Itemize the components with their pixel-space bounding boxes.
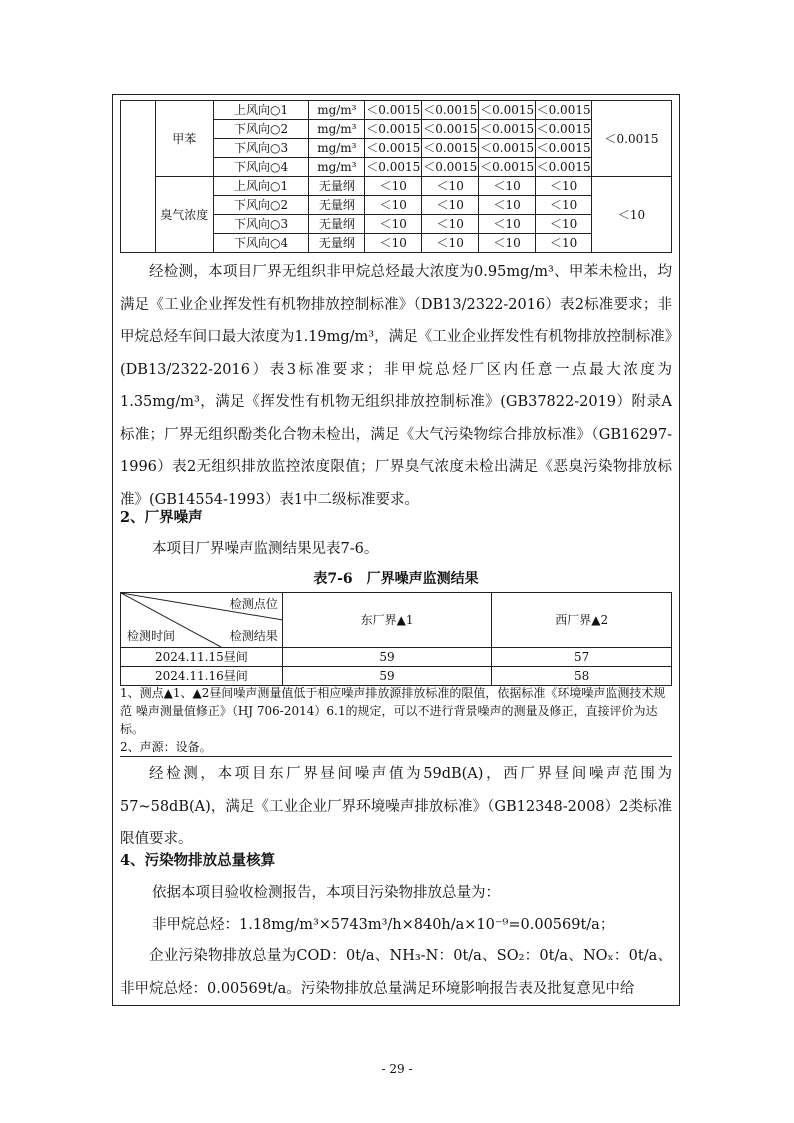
- header-time-label: 检测时间: [127, 629, 176, 643]
- value-cell: ＜10: [479, 196, 536, 215]
- col-header-west: 西厂界▲2: [492, 593, 672, 648]
- point-cell: 下风向○4: [213, 234, 309, 253]
- value-cell: ＜0.0015: [479, 158, 536, 177]
- unit-cell: mg/m³: [309, 101, 365, 120]
- value-cell: ＜0.0015: [422, 139, 479, 158]
- header-result-label: 检测结果: [229, 629, 278, 643]
- conclusion-paragraph: 经检测，本项目厂界无组织非甲烷总烃最大浓度为0.95mg/m³、甲苯未检出，均满足《工业企业挥发性有机物排放控制标准》（DB13/2322-2016）表2标准要求；非甲烷总烃车间口最大浓度为1.19mg/m³，满足《工业企业挥发性有机物排放控制标准》(DB13/2322-2016）表3标准要求；非甲烷总烃厂区内任意一点最大浓度为1.35mg/m³，满足《挥发性有机物无组织排放控制标准》(GB37822-2019）附录A标准；厂界无组织酚类化合物未检出，满足《大气污染物综合排放标准》（GB16297-1996）表2无组织排放监控浓度限值；厂界臭气浓度未检出满足《恶臭污染物排放标准》(GB14554-1993）表1中二级标准要求。: [120, 264, 672, 508]
- value-cell: ＜10: [422, 234, 479, 253]
- value-cell: ＜10: [365, 177, 422, 196]
- value-cell: ＜10: [365, 215, 422, 234]
- unit-cell: 无量纲: [309, 196, 365, 215]
- value-cell: ＜10: [536, 234, 592, 253]
- point-cell: 上风向○1: [213, 101, 309, 120]
- note-1: 1、测点▲1、▲2昼间噪声测量值低于相应噪声排放源排放标准的限值，依据标准《环境噪声监测技术规范 噪声测量值修正》（HJ 706-2014）6.1的规定，可以不进行背景噪声的测量及修正，直接评价为达标。: [120, 686, 666, 736]
- unit-cell: mg/m³: [309, 139, 365, 158]
- page-number: - 29 -: [381, 1062, 413, 1076]
- value-cell: ＜0.0015: [365, 158, 422, 177]
- blank-cell: [121, 101, 156, 253]
- point-cell: 下风向○4: [213, 158, 309, 177]
- section-heading: 4、污染物排放总量核算: [120, 852, 276, 869]
- unit-cell: 无量纲: [309, 177, 365, 196]
- point-cell: 上风向○1: [213, 177, 309, 196]
- summary-cell: ＜0.0015: [592, 101, 672, 177]
- date-cell: 2024.11.16昼间: [121, 667, 283, 686]
- table-header-row: [121, 593, 672, 648]
- col-header-east: 东厂界▲1: [282, 593, 492, 648]
- table-row: [121, 177, 672, 196]
- value-cell: ＜0.0015: [536, 139, 592, 158]
- unit-cell: mg/m³: [309, 120, 365, 139]
- item-cell: 甲苯: [155, 101, 213, 177]
- value-cell: ＜0.0015: [365, 139, 422, 158]
- unit-cell: 无量纲: [309, 234, 365, 253]
- value-cell: ＜10: [365, 196, 422, 215]
- value-cell: ＜0.0015: [422, 120, 479, 139]
- value-cell: ＜0.0015: [422, 158, 479, 177]
- table-row: [121, 101, 672, 120]
- note-2: 2、声源：设备。: [120, 740, 212, 754]
- table-caption: 表7-6 厂界噪声监测结果: [313, 571, 479, 587]
- diagonal-header-cell: [121, 593, 283, 648]
- table-row: [121, 648, 672, 667]
- summary-cell: ＜10: [592, 177, 672, 253]
- point-cell: 下风向○3: [213, 139, 309, 158]
- value-cell: ＜0.0015: [536, 120, 592, 139]
- header-point-label: 检测点位: [229, 597, 278, 611]
- table-notes: [120, 684, 672, 756]
- date-cell: 2024.11.15昼间: [121, 648, 283, 667]
- value-cell: ＜10: [365, 234, 422, 253]
- section-intro: 本项目厂界噪声监测结果见表7-6。: [152, 541, 379, 557]
- value-cell: ＜10: [536, 215, 592, 234]
- value-cell: ＜0.0015: [479, 120, 536, 139]
- unit-cell: mg/m³: [309, 158, 365, 177]
- noise-table: [120, 592, 672, 686]
- item-cell: 臭气浓度: [155, 177, 213, 253]
- value-cell: 59: [282, 667, 492, 686]
- value-cell: 59: [282, 648, 492, 667]
- value-cell: ＜10: [479, 215, 536, 234]
- value-cell: ＜0.0015: [536, 158, 592, 177]
- value-cell: ＜10: [479, 177, 536, 196]
- value-cell: 58: [492, 667, 672, 686]
- point-cell: 下风向○2: [213, 196, 309, 215]
- value-cell: ＜0.0015: [479, 101, 536, 120]
- value-cell: ＜10: [422, 177, 479, 196]
- value-cell: ＜0.0015: [365, 120, 422, 139]
- notes-divider: [120, 756, 672, 757]
- value-cell: ＜0.0015: [536, 101, 592, 120]
- value-cell: ＜0.0015: [479, 139, 536, 158]
- table-row: [121, 667, 672, 686]
- point-cell: 下风向○3: [213, 215, 309, 234]
- section-heading: 2、厂界噪声: [120, 509, 203, 526]
- point-cell: 下风向○2: [213, 120, 309, 139]
- total-emission-paragraph: 企业污染物排放总量为COD：0t/a、NH₃-N：0t/a、SO₂：0t/a、NOₓ：0t/a、非甲烷总烃：0.00569t/a。污染物排放总量满足环境影响报告表及批复意见中给: [120, 948, 672, 997]
- value-cell: ＜0.0015: [422, 101, 479, 120]
- value-cell: ＜10: [422, 215, 479, 234]
- section-line: 依据本项目验收检测报告，本项目污染物排放总量为：: [152, 885, 500, 901]
- unit-cell: 无量纲: [309, 215, 365, 234]
- value-cell: ＜10: [536, 177, 592, 196]
- value-cell: ＜10: [479, 234, 536, 253]
- value-cell: ＜10: [422, 196, 479, 215]
- value-cell: ＜0.0015: [365, 101, 422, 120]
- value-cell: 57: [492, 648, 672, 667]
- formula-line: 非甲烷总烃：1.18mg/m³×5743m³/h×840h/a×10⁻⁹=0.00569t/a；: [152, 917, 615, 933]
- noise-conclusion-paragraph: 经检测，本项目东厂界昼间噪声值为59dB(A)，西厂界昼间噪声范围为57~58dB(A)，满足《工业企业厂界环境噪声排放标准》（GB12348-2008）2类标准限值要求。: [120, 766, 672, 847]
- value-cell: ＜10: [536, 196, 592, 215]
- monitoring-table: [120, 100, 672, 253]
